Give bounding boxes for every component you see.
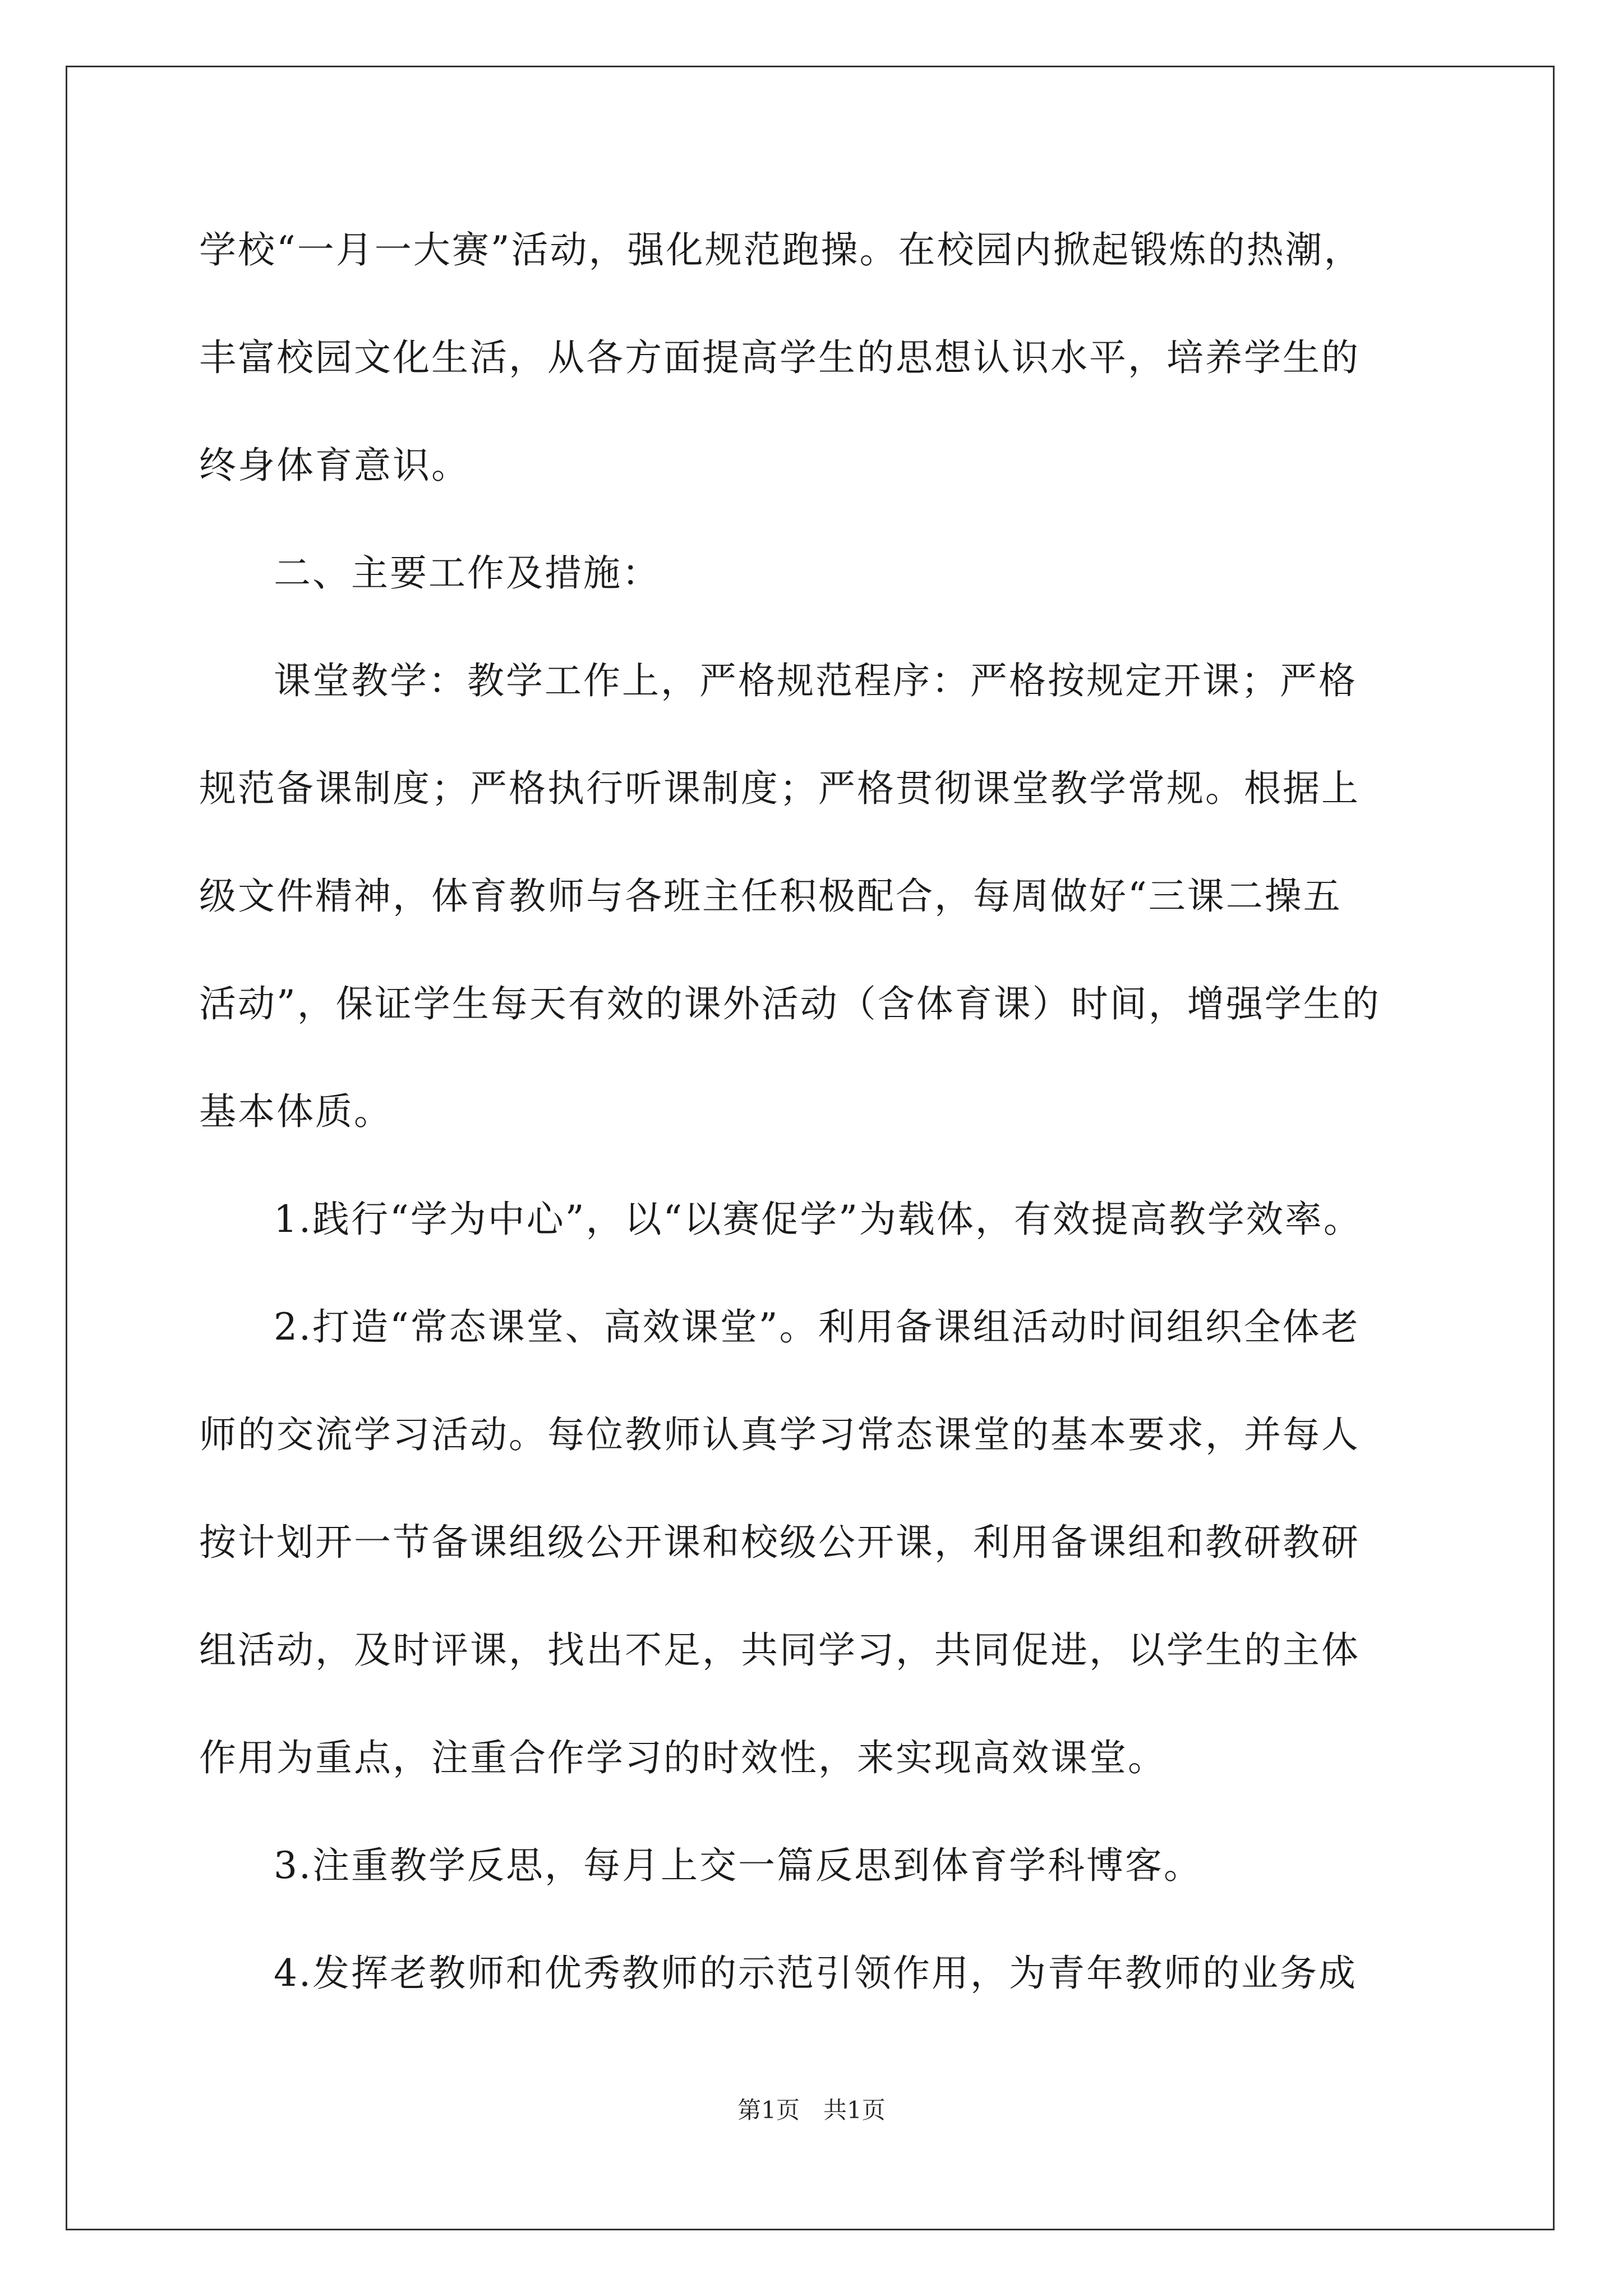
body-line: 师的交流学习活动。每位教师认真学习常态课堂的基本要求，并每人 (199, 1413, 1360, 1456)
body-line: 按计划开一节备课组级公开课和校级公开课，利用备课组和教研教研 (199, 1521, 1360, 1564)
list-item: 3.注重教学反思，每月上交一篇反思到体育学科博客。 (274, 1844, 1202, 1887)
page-footer: 第1页 共1页 (737, 2096, 886, 2124)
body-line: 作用为重点，注重合作学习的时效性，来实现高效课堂。 (199, 1736, 1166, 1779)
body-line: 活动”，保证学生每天有效的课外活动（含体育课）时间，增强学生的 (199, 982, 1381, 1025)
body-line: 课堂教学：教学工作上，严格规范程序：严格按规定开课；严格 (274, 659, 1357, 702)
body-line: 规范备课制度；严格执行听课制度；严格贯彻课堂教学常规。根据上 (199, 767, 1360, 810)
body-line: 基本体质。 (199, 1090, 393, 1133)
list-item: 4.发挥老教师和优秀教师的示范引领作用，为青年教师的业务成 (274, 1952, 1357, 1995)
page-frame (66, 66, 1555, 2230)
list-item: 2.打造“常态课堂、高效课堂”。利用备课组活动时间组织全体老 (274, 1305, 1360, 1349)
body-line: 组活动，及时评课，找出不足，共同学习，共同促进，以学生的主体 (199, 1628, 1360, 1672)
body-line: 级文件精神，体育教师与各班主任积极配合，每周做好“三课二操五 (199, 875, 1342, 918)
body-line: 学校“一月一大赛”活动，强化规范跑操。在校园内掀起锻炼的热潮， (199, 228, 1363, 272)
body-line: 终身体育意识。 (199, 444, 470, 487)
section-heading: 二、主要工作及措施： (274, 551, 661, 595)
list-item: 1.践行“学为中心”，以“以赛促学”为载体，有效提高教学效率。 (274, 1198, 1362, 1241)
body-line: 丰富校园文化生活，从各方面提高学生的思想认识水平，培养学生的 (199, 336, 1360, 379)
